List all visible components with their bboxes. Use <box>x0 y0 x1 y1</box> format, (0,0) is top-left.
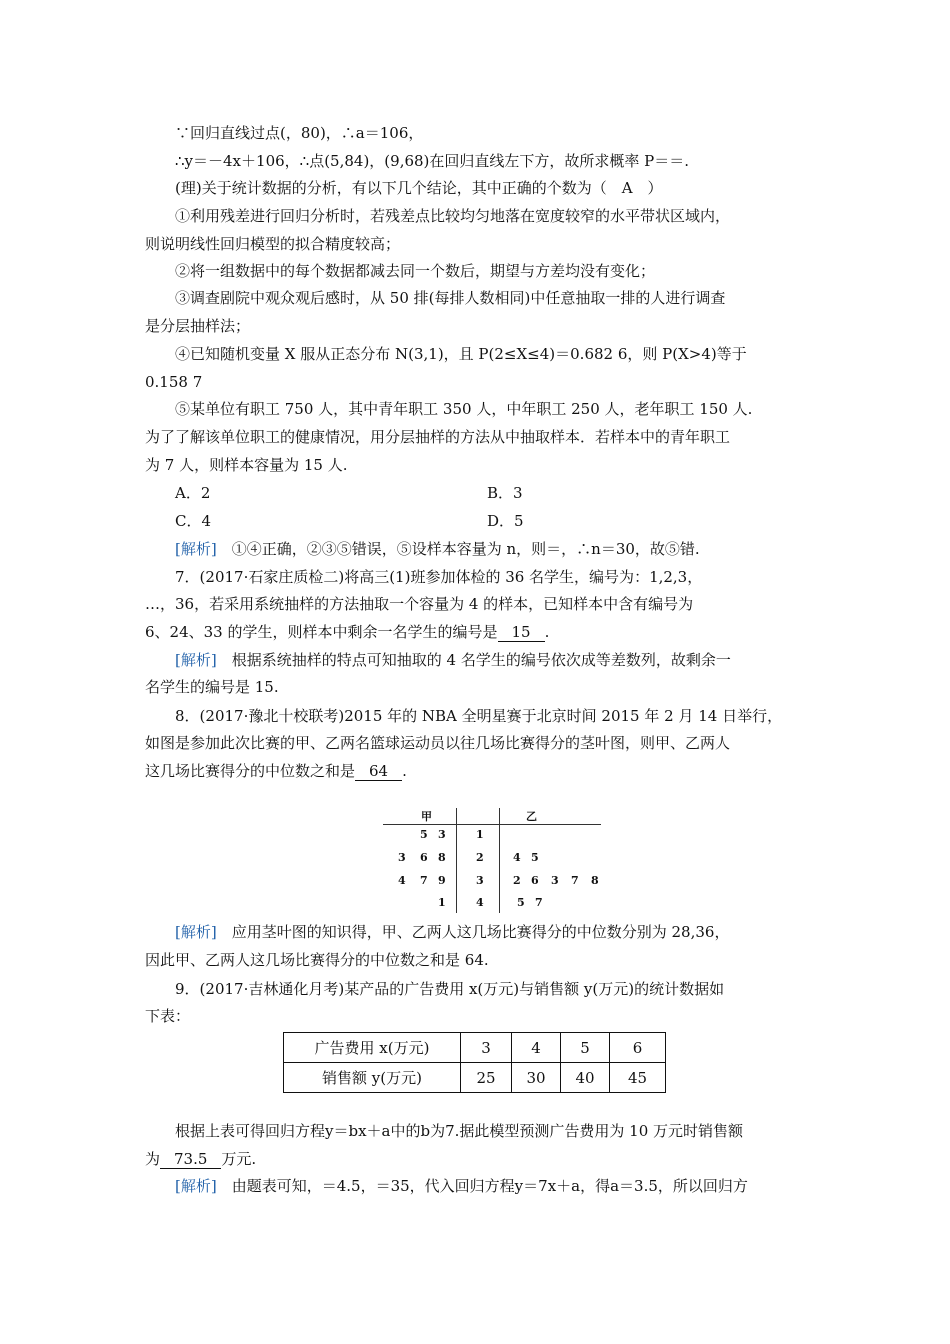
text: 为 <box>145 1150 161 1168</box>
table-row <box>284 1063 666 1093</box>
option-a: A．2 <box>175 484 211 502</box>
answer-blank: 64 <box>355 763 402 781</box>
leaf: 8 <box>438 851 446 864</box>
solution-line <box>175 539 700 559</box>
solution-text: 由题表可知，＝4.5，＝35，代入回归方程y＝7x＋a，得a＝3.5，所以回归方 <box>231 1177 748 1195</box>
text-line: 0.158 7 <box>145 373 203 391</box>
table-cell: 45 <box>610 1063 666 1093</box>
text-line: …，36，若采用系统抽样的方法抽取一个容量为 4 的样本，已知样本中含有编号为 <box>145 595 694 613</box>
text-line: ∵回归直线过点(，80)，∴a＝106， <box>175 124 424 142</box>
text-line: 下表： <box>145 1007 191 1025</box>
table-header-cell: 广告费用 x(万元) <box>284 1033 461 1063</box>
answer-blank: 73.5 <box>160 1151 221 1169</box>
text-line <box>145 1149 256 1169</box>
question-stem: (理)关于统计数据的分析，有以下几个结论，其中正确的个数为（ A ） <box>175 179 663 197</box>
leaf: 4 <box>513 851 521 864</box>
leaf: 6 <box>531 874 539 887</box>
text: 这几场比赛得分的中位数之和是 <box>145 762 356 780</box>
table-cell: 30 <box>512 1063 561 1093</box>
leaf: 6 <box>420 851 428 864</box>
label-jia: 甲 <box>421 810 432 823</box>
stem: 3 <box>476 874 484 887</box>
leaf: 3 <box>551 874 559 887</box>
table-cell: 5 <box>561 1033 610 1063</box>
text-line: 为了了解该单位职工的健康情况，用分层抽样的方法从中抽取样本．若样本中的青年职工 <box>145 428 731 446</box>
table-header-cell: 销售额 y(万元) <box>284 1063 461 1093</box>
text-line: ②将一组数据中的每个数据都减去同一个数后，期望与方差均没有变化； <box>175 262 656 280</box>
option-d: D．5 <box>487 512 524 530</box>
option-c: C．4 <box>175 512 212 530</box>
solution-text: 根据系统抽样的特点可知抽取的 4 名学生的编号依次成等差数列，故剩余一 <box>231 651 731 669</box>
text-line: ④已知随机变量 X 服从正态分布 N(3,1)，且 P(2≤X≤4)＝0.682 6，则 P(X>4)等于 <box>175 345 747 363</box>
stem: 4 <box>476 896 484 909</box>
leaf: 8 <box>591 874 599 887</box>
text-line: 为 7 人，则样本容量为 15 人. <box>145 456 348 474</box>
text: 万元. <box>221 1150 257 1168</box>
text-line: ∴y＝－4x＋106，∴点(5,84)，(9,68)在回归直线左下方，故所求概率 P＝＝. <box>175 152 690 170</box>
table-cell: 40 <box>561 1063 610 1093</box>
header-divider <box>383 824 601 825</box>
option-b: B．3 <box>487 484 523 502</box>
leaf: 5 <box>420 828 428 841</box>
text-line: 9．(2017·吉林通化月考)某产品的广告费用 x(万元)与销售额 y(万元)的统计数据如 <box>175 980 725 998</box>
table-cell: 6 <box>610 1033 666 1063</box>
solution-tag: [解析] <box>175 651 217 669</box>
leaf: 7 <box>535 896 543 909</box>
stem: 1 <box>476 828 484 841</box>
text-line: 名学生的编号是 15. <box>145 678 279 696</box>
table-cell: 25 <box>461 1063 512 1093</box>
solution-tag: [解析] <box>175 1177 217 1195</box>
solution-line <box>175 1176 748 1196</box>
label-yi: 乙 <box>526 810 537 823</box>
text-line: ⑤某单位有职工 750 人，其中青年职工 350 人，中年职工 250 人，老年职工 150 人. <box>175 400 753 418</box>
answer-blank: 15 <box>498 624 545 642</box>
solution-line <box>175 922 729 942</box>
stem: 2 <box>476 851 484 864</box>
solution-line <box>175 650 731 670</box>
table-cell: 4 <box>512 1033 561 1063</box>
text-line: 是分层抽样法； <box>145 317 251 335</box>
leaf: 9 <box>438 874 446 887</box>
table-row <box>284 1033 666 1063</box>
leaf: 7 <box>420 874 428 887</box>
solution-text: ①④正确，②③⑤错误，⑤设样本容量为 n，则＝，∴n＝30，故⑤错. <box>231 540 700 558</box>
solution-tag: [解析] <box>175 923 217 941</box>
text-line: 因此甲、乙两人这几场比赛得分的中位数之和是 64. <box>145 951 489 969</box>
text-line: ①利用残差进行回归分析时，若残差点比较均匀地落在宽度较窄的水平带状区域内， <box>175 207 731 225</box>
leaf: 4 <box>398 874 406 887</box>
stem-leaf-plot <box>383 808 601 913</box>
text-line: 则说明线性回归模型的拟合精度较高； <box>145 235 401 253</box>
text-line: 根据上表可得回归方程y＝bx＋a中的b为7.据此模型预测广告费用为 10 万元时销售额 <box>175 1122 744 1140</box>
text-line: 8．(2017·豫北十校联考)2015 年的 NBA 全明星赛于北京时间 2015 年 2 月 14 日举行， <box>175 707 783 725</box>
leaf: 2 <box>513 874 521 887</box>
leaf: 3 <box>398 851 406 864</box>
leaf: 1 <box>438 896 446 909</box>
solution-tag: [解析] <box>175 540 217 558</box>
text-line: ③调查剧院中观众观后感时，从 50 排(每排人数相同)中任意抽取一排的人进行调查 <box>175 289 726 307</box>
text-line: 7．(2017·石家庄质检二)将高三(1)班参加体检的 36 名学生，编号为：1,2,3， <box>175 568 703 586</box>
solution-text: 应用茎叶图的知识得，甲、乙两人这几场比赛得分的中位数分别为 28,36， <box>231 923 730 941</box>
leaf: 5 <box>517 896 525 909</box>
text-line: 6、24、33 的学生，则样本中剩余一名学生的编号是 15 . <box>145 623 550 641</box>
divider-right <box>499 808 500 913</box>
text: 6、24、33 的学生，则样本中剩余一名学生的编号是 <box>145 623 498 641</box>
data-table <box>283 1032 666 1093</box>
text-line: 如图是参加此次比赛的甲、乙两名篮球运动员以往几场比赛得分的茎叶图，则甲、乙两人 <box>145 734 731 752</box>
text-line: 这几场比赛得分的中位数之和是 64 . <box>145 762 407 780</box>
table-cell: 3 <box>461 1033 512 1063</box>
leaf: 3 <box>438 828 446 841</box>
leaf: 5 <box>531 851 539 864</box>
divider-left <box>456 808 457 913</box>
leaf: 7 <box>571 874 579 887</box>
